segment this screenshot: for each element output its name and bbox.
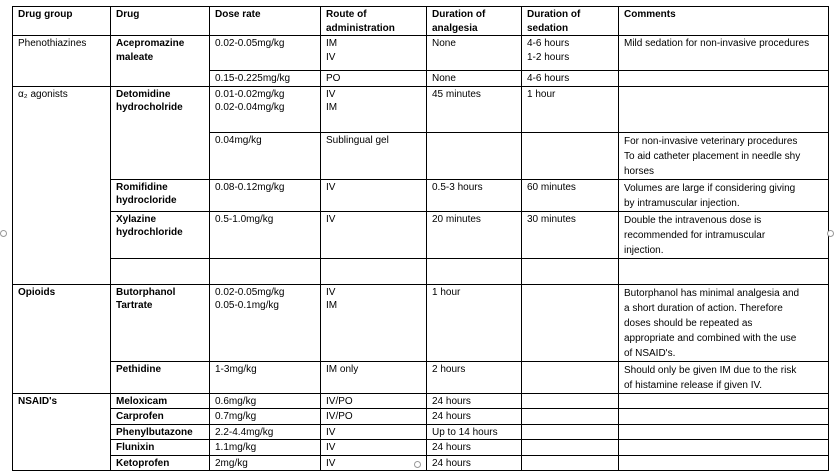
route-cell	[321, 86, 427, 132]
drug-acepromazine	[111, 36, 210, 87]
dose-line: 0.02-0.05mg/kg	[215, 286, 285, 298]
route-cell: PO	[321, 71, 427, 87]
analgesia-cell: 1 hour	[427, 284, 522, 361]
header-row	[13, 7, 829, 36]
drug-carprofen: Carprofen	[111, 409, 210, 425]
sedation-cell	[522, 361, 619, 393]
dose-cell: 0.08-0.12mg/kg	[210, 179, 321, 211]
route-cell: IM only	[321, 361, 427, 393]
table-row	[13, 409, 829, 425]
comments-cell	[619, 440, 829, 456]
analgesia-cell: 24 hours	[427, 455, 522, 471]
empty-cell	[522, 258, 619, 284]
sedation-cell	[522, 132, 619, 179]
resize-handle-right[interactable]	[827, 230, 834, 237]
route-cell: IV/PO	[321, 393, 427, 409]
resize-handle-left[interactable]	[0, 230, 7, 237]
table-row	[13, 211, 829, 258]
drug-pethidine: Pethidine	[111, 361, 210, 393]
route-cell: IV	[321, 424, 427, 440]
sedation-line: 1-2 hours	[527, 51, 570, 63]
comment-line: Should only be given IM due to the risk	[624, 364, 797, 376]
header-sedation: Duration of sedation	[522, 7, 619, 36]
group-phenothiazines: Phenothiazines	[13, 36, 111, 87]
table-row	[13, 258, 829, 284]
comment-line: Double the intravenous dose is	[624, 214, 762, 226]
drug-name: Butorphanol	[116, 286, 176, 298]
sedation-cell	[522, 440, 619, 456]
drug-salt: hydrocholride	[116, 102, 183, 113]
route-cell	[321, 284, 427, 361]
comment-line: doses should be repeated as	[624, 317, 753, 329]
analgesia-cell: 0.5-3 hours	[427, 179, 522, 211]
drug-meloxicam: Meloxicam	[111, 393, 210, 409]
dose-cell: 2mg/kg	[210, 455, 321, 471]
comment-line: horses	[624, 165, 655, 177]
empty-cell	[111, 258, 210, 284]
comments-cell: Mild sedation for non-invasive procedures	[619, 36, 829, 71]
analgesia-cell: None	[427, 36, 522, 71]
header-dose-rate: Dose rate	[210, 7, 321, 36]
analgesia-cell: 20 minutes	[427, 211, 522, 258]
comments-cell	[619, 284, 829, 361]
table-row	[13, 86, 829, 132]
sedation-cell: 1 hour	[522, 86, 619, 132]
route-cell: IV	[321, 440, 427, 456]
table-row	[13, 393, 829, 409]
route-cell: IV	[321, 179, 427, 211]
group-opioids: Opioids	[13, 284, 111, 393]
analgesia-cell: 45 minutes	[427, 86, 522, 132]
comments-cell	[619, 71, 829, 87]
comment-line: of NSAID's.	[624, 347, 676, 359]
empty-cell	[321, 258, 427, 284]
drug-name: Acepromazine	[116, 38, 185, 49]
route-cell: IV	[321, 455, 427, 471]
drug-flunixin: Flunixin	[111, 440, 210, 456]
comments-cell	[619, 409, 829, 425]
dose-cell	[210, 284, 321, 361]
comments-cell	[619, 361, 829, 393]
drug-phenylbutazone: Phenylbutazone	[111, 424, 210, 440]
comment-line: recommended for intramuscular	[624, 229, 766, 241]
header-comments: Comments	[619, 7, 829, 36]
header-drug-group: Drug group	[13, 7, 111, 36]
table-row	[13, 36, 829, 71]
analgesia-cell: 2 hours	[427, 361, 522, 393]
header-analgesia: Duration of analgesia	[427, 7, 522, 36]
comment-line: Volumes are large if considering giving	[624, 182, 796, 194]
drug-name: Xylazine	[116, 213, 157, 225]
dose-line: 0.05-0.1mg/kg	[215, 300, 279, 311]
comment-line: by intramuscular injection.	[624, 197, 740, 209]
route-cell	[321, 36, 427, 71]
analgesia-cell: 24 hours	[427, 440, 522, 456]
dose-cell: 1.1mg/kg	[210, 440, 321, 456]
empty-cell	[210, 258, 321, 284]
empty-cell	[619, 258, 829, 284]
analgesia-cell: None	[427, 71, 522, 87]
sedation-cell	[522, 424, 619, 440]
sedation-cell	[522, 36, 619, 71]
route-line: IV	[326, 88, 336, 100]
route-line: IV	[326, 51, 336, 63]
resize-handle-bottom[interactable]	[414, 461, 421, 468]
comments-cell	[619, 211, 829, 258]
sedation-cell	[522, 409, 619, 425]
dose-line: 0.02-0.04mg/kg	[215, 102, 285, 113]
table-row	[13, 361, 829, 393]
analgesia-cell	[427, 132, 522, 179]
drug-name: Detomidine	[116, 88, 171, 100]
header-route: Route of administration	[321, 7, 427, 36]
comments-cell	[619, 86, 829, 132]
drug-name: Romifidine	[116, 181, 168, 193]
comments-cell	[619, 424, 829, 440]
sedation-cell	[522, 284, 619, 361]
route-line: IM	[326, 102, 338, 113]
comments-cell	[619, 455, 829, 471]
drug-table	[12, 6, 829, 471]
dose-cell: 1-3mg/kg	[210, 361, 321, 393]
comment-line: of histamine release if given IV.	[624, 379, 763, 391]
analgesia-cell: 24 hours	[427, 393, 522, 409]
table-row	[13, 179, 829, 211]
route-line: IM	[326, 38, 338, 49]
comment-line: appropriate and combined with the use	[624, 332, 797, 344]
comments-cell	[619, 132, 829, 179]
comments-cell	[619, 393, 829, 409]
drug-detomidine	[111, 86, 210, 179]
route-cell: IV	[321, 211, 427, 258]
group-alpha2-agonists: α₂ agonists	[13, 86, 111, 284]
dose-cell: 0.7mg/kg	[210, 409, 321, 425]
comment-line: Butorphanol has minimal analgesia and	[624, 287, 800, 299]
dose-cell: 0.04mg/kg	[210, 132, 321, 179]
drug-romifidine	[111, 179, 210, 211]
drug-salt: hydrochloride	[116, 227, 183, 238]
drug-xylazine	[111, 211, 210, 258]
dose-cell: 0.02-0.05mg/kg	[210, 36, 321, 71]
dose-cell	[210, 86, 321, 132]
comment-line: injection.	[624, 244, 664, 256]
header-drug: Drug	[111, 7, 210, 36]
table-row	[13, 424, 829, 440]
dose-cell: 0.15-0.225mg/kg	[210, 71, 321, 87]
dose-line: 0.01-0.02mg/kg	[215, 88, 285, 100]
comment-line: To aid catheter placement in needle shy	[624, 150, 801, 162]
dose-cell: 0.5-1.0mg/kg	[210, 211, 321, 258]
sedation-cell	[522, 455, 619, 471]
comment-line: a short duration of action. Therefore	[624, 302, 783, 314]
drug-ketoprofen: Ketoprofen	[111, 455, 210, 471]
route-cell: IV/PO	[321, 409, 427, 425]
sedation-cell: 30 minutes	[522, 211, 619, 258]
sedation-line: 4-6 hours	[527, 38, 570, 49]
drug-salt: maleate	[116, 51, 154, 63]
analgesia-cell: 24 hours	[427, 409, 522, 425]
route-cell: Sublingual gel	[321, 132, 427, 179]
sedation-cell: 4-6 hours	[522, 71, 619, 87]
dose-cell: 0.6mg/kg	[210, 393, 321, 409]
analgesia-cell: Up to 14 hours	[427, 424, 522, 440]
comment-line: For non-invasive veterinary procedures	[624, 135, 798, 147]
group-nsaids: NSAID's	[13, 393, 111, 471]
comments-cell	[619, 179, 829, 211]
route-line: IV	[326, 286, 336, 298]
sedation-cell	[522, 393, 619, 409]
table-row	[13, 440, 829, 456]
drug-salt: hydrocloride	[116, 195, 177, 206]
drug-salt: Tartrate	[116, 300, 153, 311]
route-line: IM	[326, 300, 338, 311]
empty-cell	[427, 258, 522, 284]
sedation-cell: 60 minutes	[522, 179, 619, 211]
table-row	[13, 284, 829, 361]
dose-cell: 2.2-4.4mg/kg	[210, 424, 321, 440]
drug-butorphanol	[111, 284, 210, 361]
